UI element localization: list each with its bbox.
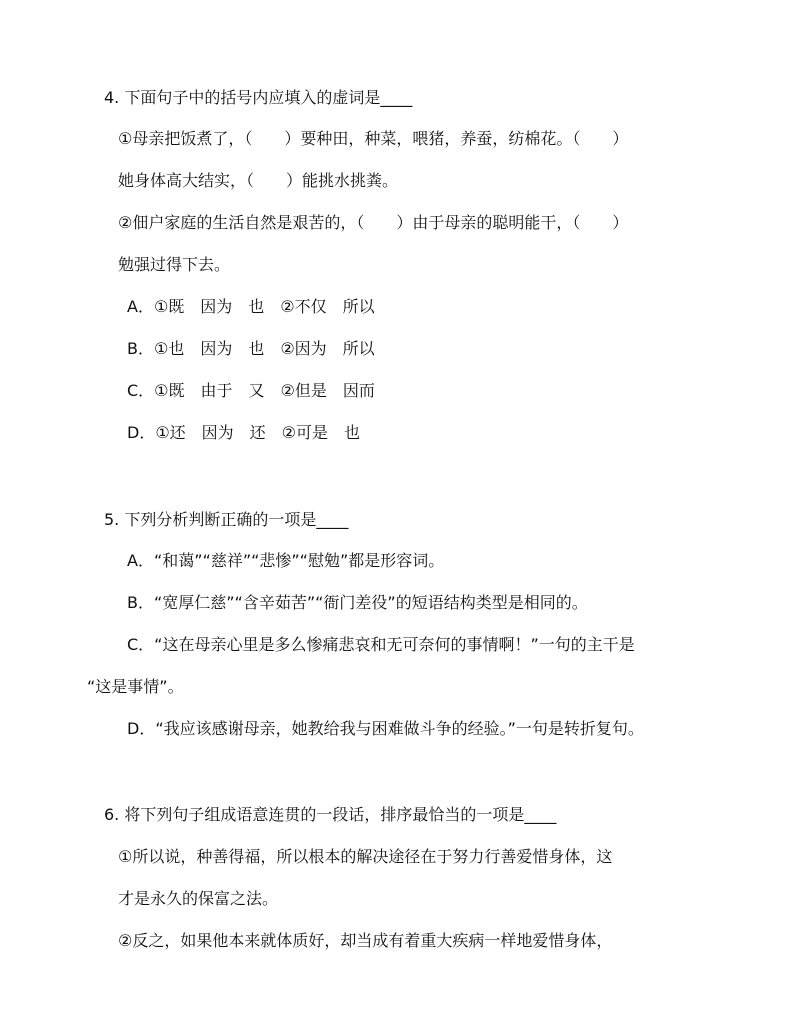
question-4-title: 4. 下面句子中的括号内应填入的虚词是____: [104, 88, 413, 107]
question-5-title: 5. 下列分析判断正确的一项是____: [104, 510, 349, 529]
question-4-option-d[interactable]: D．①还 因为 还 ②可是 也: [127, 423, 361, 442]
question-6-sentence-1: ①所以说，种善得福，所以根本的解决途径在于努力行善爱惜身体，这: [118, 847, 613, 866]
question-6-sentence-2: ②反之，如果他本来就体质好，却当成有着重大疾病一样地爱惜身体，: [118, 931, 613, 950]
question-5-option-b[interactable]: B．“宽厚仁慈”“含辛茹苦”“衙门差役”的短语结构类型是相同的。: [127, 593, 588, 612]
question-6-sentence-1-cont: 才是永久的保富之法。: [118, 889, 279, 908]
question-5-option-a[interactable]: A．“和蔼”“慈祥”“悲惨”“慰勉”都是形容词。: [127, 551, 445, 570]
question-4-sentence-1-cont: 她身体高大结实，（ ）能挑水挑粪。: [118, 171, 399, 190]
question-4-sentence-2: ②佃户家庭的生活自然是艰苦的，（ ）由于母亲的聪明能干，（ ）: [118, 213, 629, 232]
question-4-sentence-1: ①母亲把饭煮了，（ ）要种田，种菜，喂猪，养蚕，纺棉花。（ ）: [118, 129, 629, 148]
question-4-option-b[interactable]: B．①也 因为 也 ②因为 所以: [127, 339, 375, 358]
question-4-option-a[interactable]: A．①既 因为 也 ②不仅 所以: [127, 297, 375, 316]
question-4-option-c[interactable]: C．①既 由于 又 ②但是 因而: [127, 381, 375, 400]
question-5-option-c-cont: “这是事情”。: [87, 677, 184, 696]
question-5-option-d[interactable]: D．“我应该感谢母亲，她教给我与困难做斗争的经验。”一句是转折复句。: [127, 719, 644, 738]
question-5-option-c[interactable]: C．“这在母亲心里是多么惨痛悲哀和无可奈何的事情啊！”一句的主干是: [127, 635, 635, 654]
question-4-sentence-2-cont: 勉强过得下去。: [118, 255, 231, 274]
question-6-title: 6. 将下列句子组成语意连贯的一段话，排序最恰当的一项是____: [104, 805, 557, 824]
